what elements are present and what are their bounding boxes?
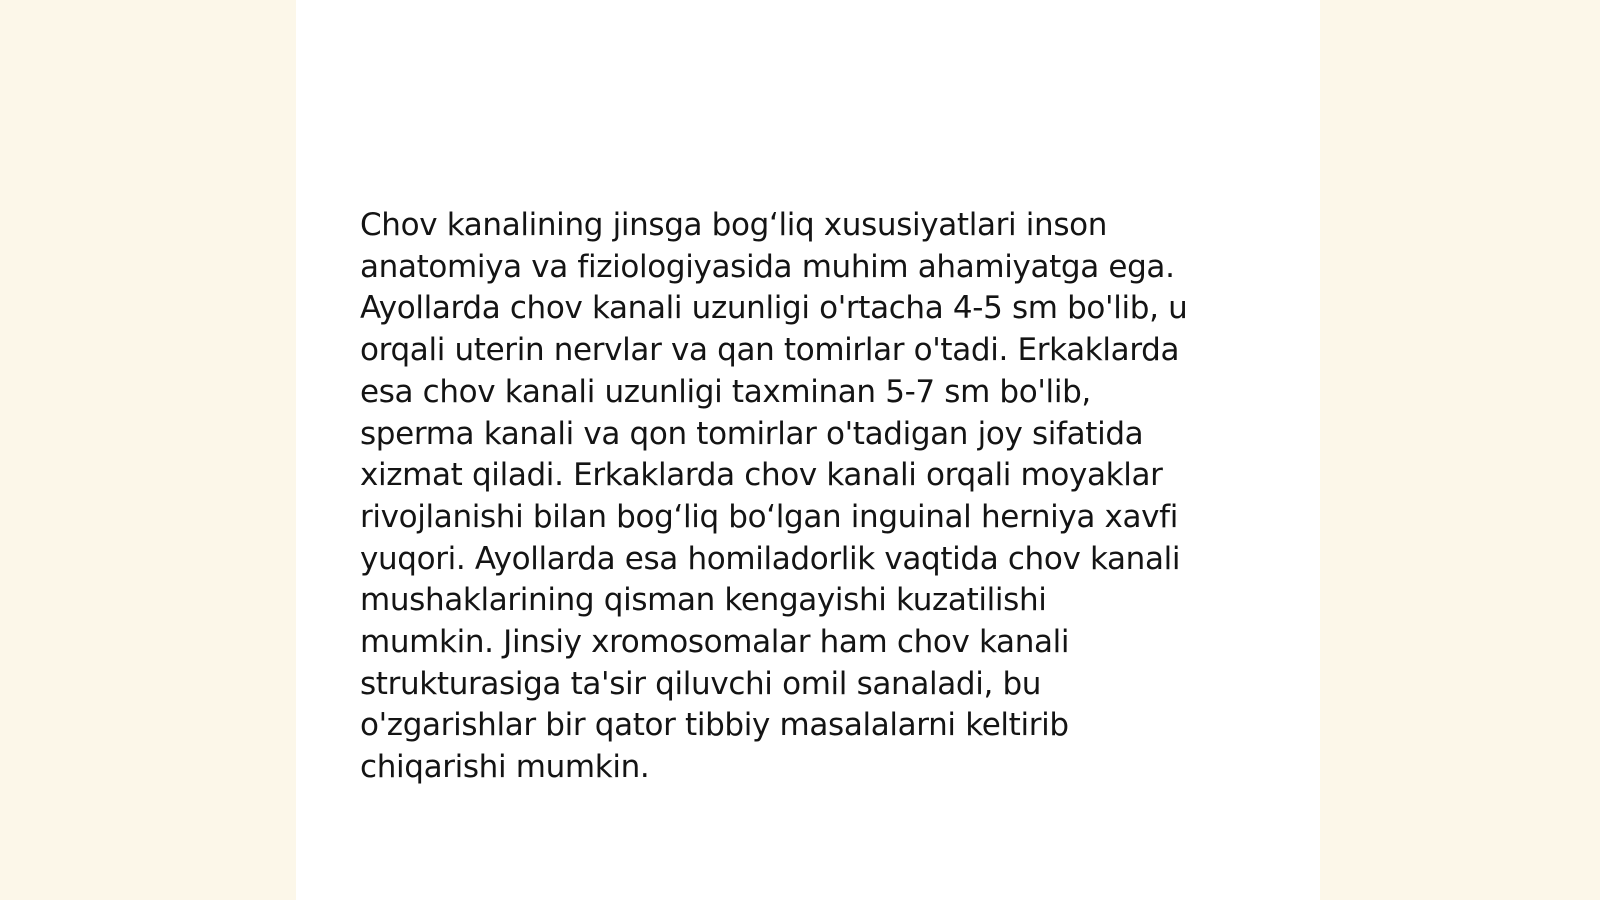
- text-line: mushaklarining qisman kengayishi kuzatilishi: [360, 582, 1047, 619]
- text-line: rivojlanishi bilan bog‘liq bo‘lgan inguinal herniya xavfi: [360, 498, 1178, 535]
- text-line: anatomiya va fiziologiyasida muhim ahamiyatga ega.: [360, 248, 1175, 285]
- text-line: esa chov kanali uzunligi taxminan 5-7 sm bo'lib,: [360, 373, 1091, 410]
- text-line: Ayollarda chov kanali uzunligi o'rtacha 4-5 sm bo'lib, u: [360, 290, 1188, 327]
- text-line: sperma kanali va qon tomirlar o'tadigan joy sifatida: [360, 415, 1144, 452]
- slide-body-text: [360, 205, 1260, 789]
- text-line: mumkin. Jinsiy xromosomalar ham chov kanali: [360, 624, 1070, 661]
- text-line: strukturasiga ta'sir qiluvchi omil sanaladi, bu: [360, 665, 1042, 702]
- text-line: chiqarishi mumkin.: [360, 749, 650, 786]
- text-line: Chov kanalining jinsga bog‘liq xususiyatlari inson: [360, 207, 1108, 243]
- slide: [296, 0, 1320, 900]
- text-line: orqali uterin nervlar va qan tomirlar o'tadi. Erkaklarda: [360, 332, 1180, 369]
- text-line: xizmat qiladi. Erkaklarda chov kanali orqali moyaklar: [360, 457, 1163, 494]
- text-line: o'zgarishlar bir qator tibbiy masalalarni keltirib: [360, 707, 1069, 744]
- text-line: yuqori. Ayollarda esa homiladorlik vaqtida chov kanali: [360, 540, 1181, 577]
